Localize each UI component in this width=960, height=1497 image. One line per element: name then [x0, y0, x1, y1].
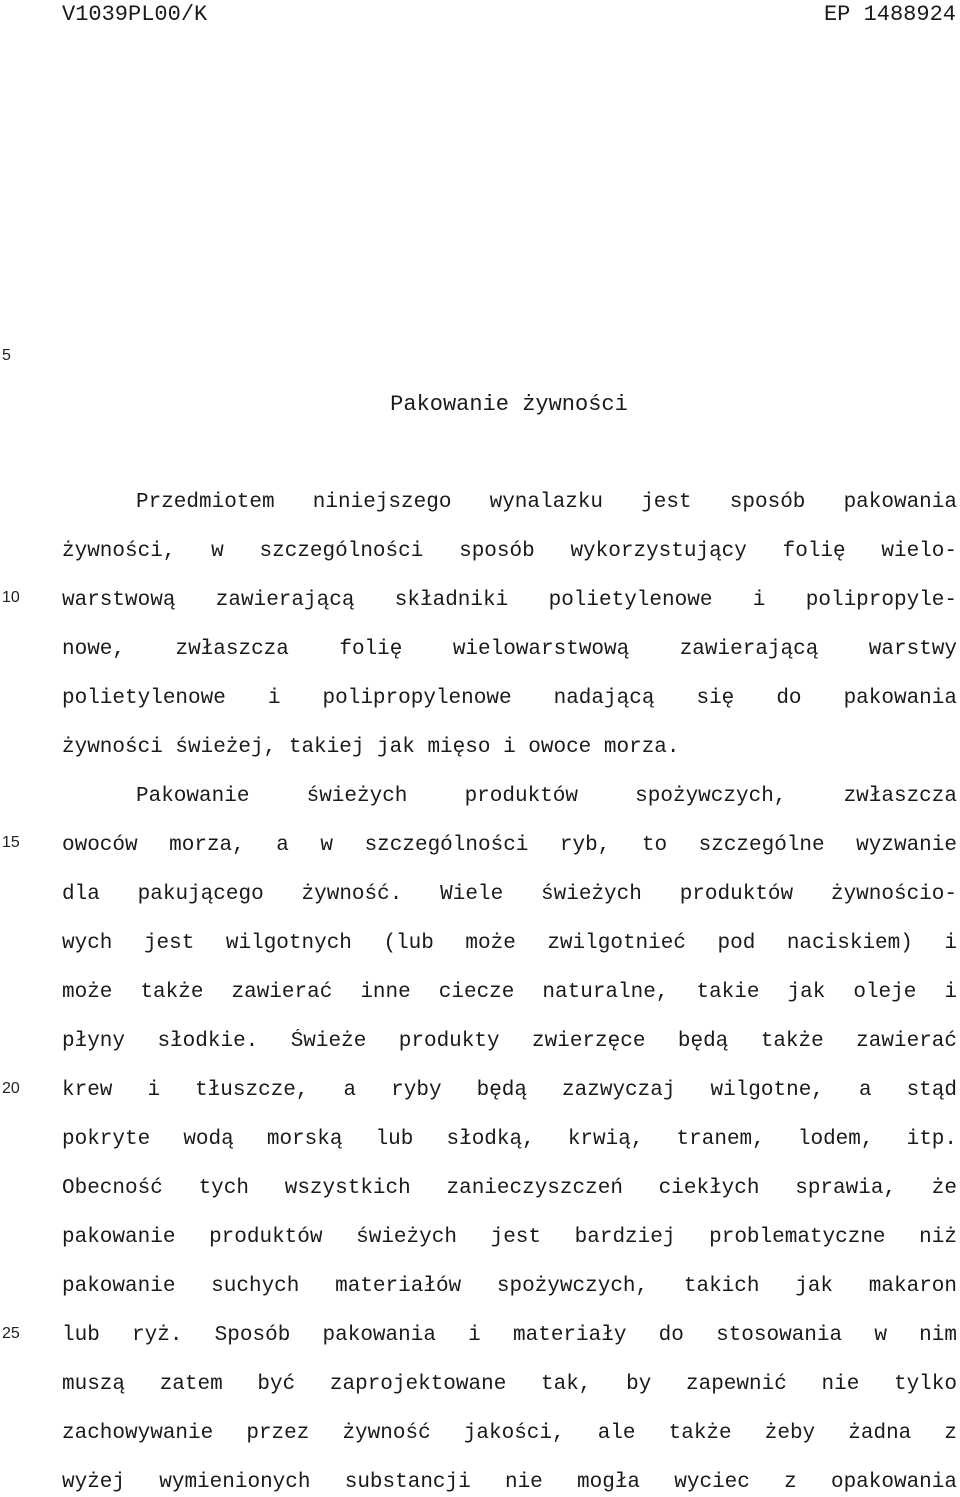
text-line: owoców morza, a w szczególności ryb, to szczególne wyzwanie [62, 834, 957, 857]
line-number-5: 5 [2, 347, 11, 364]
text-line: zachowywanie przez żywność jakości, ale także żeby żadna z [62, 1422, 957, 1445]
line-number-15: 15 [2, 834, 20, 851]
text-line: może także zawierać inne ciecze naturalne, takie jak oleje i [62, 981, 957, 1004]
document-reference: V1039PL00/K [62, 2, 208, 27]
text-line: polietylenowe i polipropylenowe nadającą się do pakowania [62, 687, 957, 710]
text-line: żywności świeżej, takiej jak mięso i owoce morza. [62, 736, 680, 759]
text-line: muszą zatem być zaprojektowane tak, by zapewnić nie tylko [62, 1373, 957, 1396]
text-line: pokryte wodą morską lub słodką, krwią, tranem, lodem, itp. [62, 1128, 957, 1151]
text-line: Pakowanie świeżych produktów spożywczych, zwłaszcza [136, 785, 957, 808]
text-line: lub ryż. Sposób pakowania i materiały do stosowania w nim [62, 1324, 957, 1347]
text-line: Przedmiotem niniejszego wynalazku jest sposób pakowania [136, 491, 957, 514]
line-number-10: 10 [2, 589, 20, 606]
text-line: pakowanie produktów świeżych jest bardziej problematyczne niż [62, 1226, 957, 1249]
text-line: dla pakującego żywność. Wiele świeżych produktów żywnościo- [62, 883, 957, 906]
line-number-25: 25 [2, 1325, 20, 1342]
document-title: Pakowanie żywności [390, 392, 628, 417]
text-line: żywności, w szczególności sposób wykorzystujący folię wielo- [62, 540, 957, 563]
text-line: pakowanie suchych materiałów spożywczych, takich jak makaron [62, 1275, 957, 1298]
text-line: krew i tłuszcze, a ryby będą zazwyczaj wilgotne, a stąd [62, 1079, 957, 1102]
line-number-20: 20 [2, 1080, 20, 1097]
text-line: płyny słodkie. Świeże produkty zwierzęce będą także zawierać [62, 1030, 957, 1053]
text-line: nowe, zwłaszcza folię wielowarstwową zawierającą warstwy [62, 638, 957, 661]
text-line: Obecność tych wszystkich zanieczyszczeń ciekłych sprawia, że [62, 1177, 957, 1200]
text-line: warstwową zawierającą składniki polietylenowe i polipropyle- [62, 589, 957, 612]
text-line: wych jest wilgotnych (lub może zwilgotnieć pod naciskiem) i [62, 932, 957, 955]
text-line: wyżej wymienionych substancji nie mogła wyciec z opakowania [62, 1471, 957, 1494]
patent-number: EP 1488924 [823, 2, 956, 27]
